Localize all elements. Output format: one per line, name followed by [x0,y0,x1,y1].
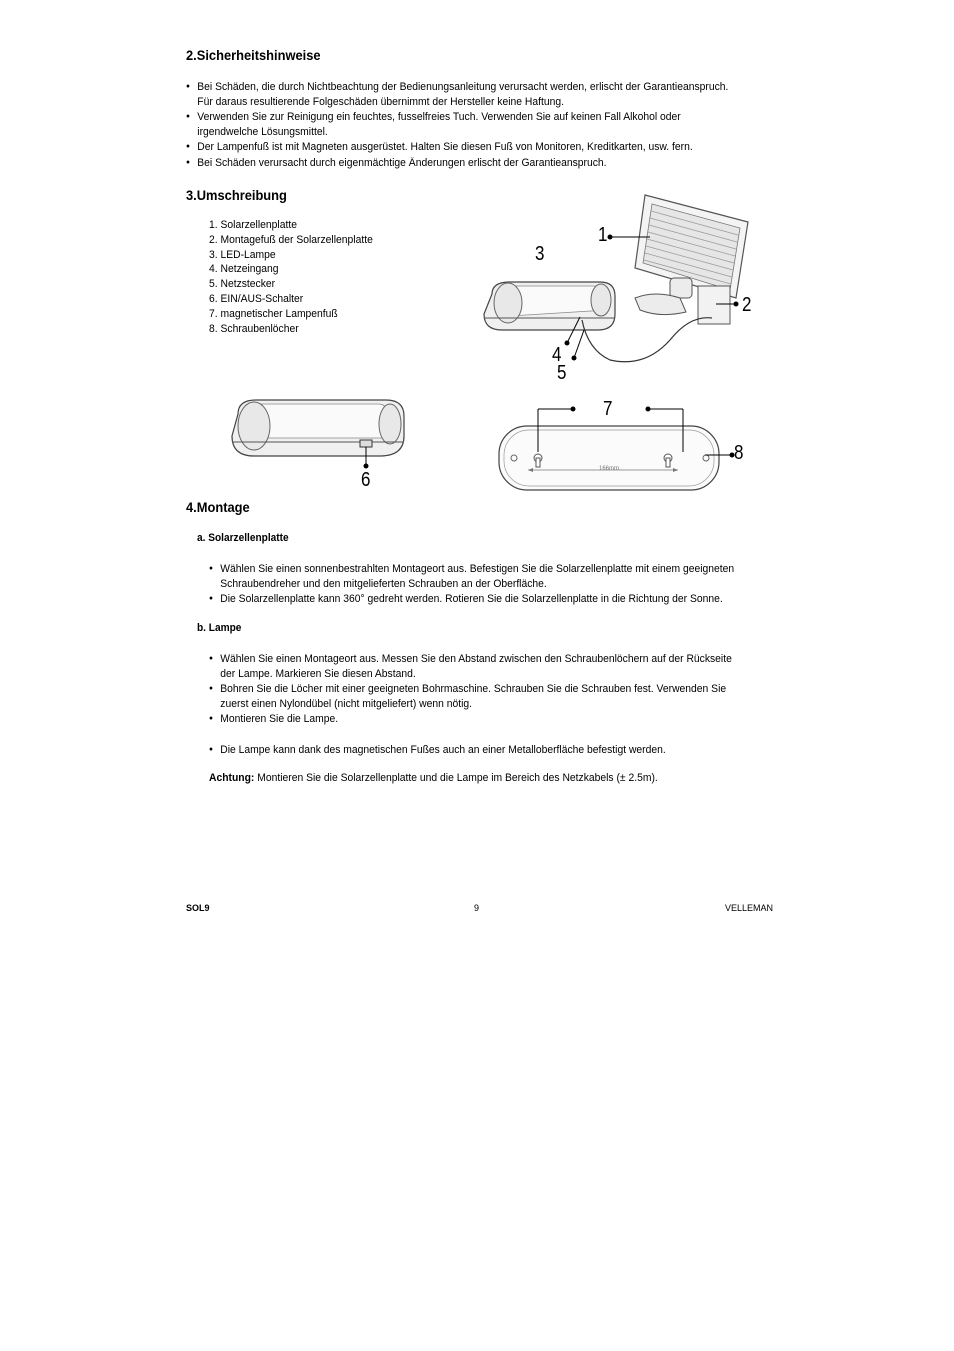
safety-list [186,80,766,171]
list-item: 1. Solarzellenplatte [209,219,297,231]
section-title-mounting: 4.Montage [186,499,250,515]
list-item: 7. magnetischer Lampenfuß [209,307,338,320]
callout-7: 7 [603,398,613,420]
list-item: ● Wählen Sie einen sonnenbestrahlten Montageort aus. Befestigen Sie die Solarzellenplatte mit einem geeigneten Schraubendreher und den mitgelieferten Schrauben an der Oberfläche. [209,562,735,591]
list-item: ● Montieren Sie die Lampe. [209,712,740,727]
list-item: ● Verwenden Sie zur Reinigung ein feuchtes, fusselfreies Tuch. Verwenden Sie auf keinen Fall Alkohol oder irgendwelche Lösungsmittel. [186,110,731,139]
dimension-label: 166mm [599,466,620,472]
callout-6: 6 [361,469,371,491]
mounting-b-list [209,652,774,728]
section-title-safety: 2.Sicherheitshinweise [186,47,321,63]
section-title-description: 3.Umschreibung [186,187,287,203]
switch-drawing [360,440,372,447]
footer-page-number: 9 [474,903,480,913]
mounting-a-list [209,562,769,608]
subsection-title-solar-panel: a. Solarzellenplatte [197,532,289,544]
list-item: ● Bohren Sie die Löcher mit einer geeigneten Bohrmaschine. Schrauben Sie die Schrauben fest. Verwenden Sie zuerst einen Nylondübel (nicht mitgeliefert) wenn nötig. [209,682,740,711]
parts-list [209,218,469,336]
list-item: 2. Montagefuß der Solarzellenplatte [209,233,373,246]
warning-note [209,772,735,784]
list-item: ● Die Lampe kann dank des magnetischen Fußes auch an einer Metalloberfläche befestigt werden. [209,743,740,758]
footer-brand: VELLEMAN [725,903,774,913]
list-item: ● Wählen Sie einen Montageort aus. Messen Sie den Abstand zwischen den Schraubenlöchern auf der Rückseite der Lampe. Markieren Sie diesen Abstand. [209,652,740,681]
callout-2: 2 [742,294,752,316]
callout-4: 4 [552,344,562,366]
lamp-front-illustration [228,394,408,470]
callout-8: 8 [734,442,744,464]
callout-3: 3 [535,243,545,265]
mounting-b-extra-list [209,743,774,759]
list-item: ● Die Solarzellenplatte kann 360° gedreht werden. Rotieren Sie die Solarzellenplatte in die Richtung der Sonne. [209,592,735,607]
subsection-title-lamp: b. Lampe [197,622,242,634]
callout-1: 1 [598,224,608,246]
warning-label: Achtung: [209,772,255,784]
list-item: 4. Netzeingang [209,263,279,276]
warning-text: Montieren Sie die Solarzellenplatte und die Lampe im Bereich des Netzkabels (± 2.5m). [254,772,658,784]
callout-5: 5 [557,362,567,384]
list-item: ● Der Lampenfuß ist mit Magneten ausgerüstet. Halten Sie diesen Fuß von Monitoren, Kreditkarten, usw. fern. [186,140,731,155]
list-item: ● Bei Schäden, die durch Nichtbeachtung der Bedienungsanleitung verursacht werden, erlischt der Garantieanspruch. Für daraus resultierende Folgeschäden übernimmt der Hersteller keine Haftung. [186,80,731,109]
footer-model: SOL9 [186,903,210,913]
list-item: 5. Netzstecker [209,278,276,291]
solar-lamp-illustration [480,190,770,390]
list-item: 8. Schraubenlöcher [209,322,299,335]
led-lamp-drawing [484,282,615,330]
list-item: 6. EIN/AUS-Schalter [209,292,304,305]
lamp-back-illustration [496,400,736,492]
list-item: ● Bei Schäden verursacht durch eigenmächtige Änderungen erlischt der Garantieanspruch. [186,156,731,171]
list-item: 3. LED-Lampe [209,248,276,261]
